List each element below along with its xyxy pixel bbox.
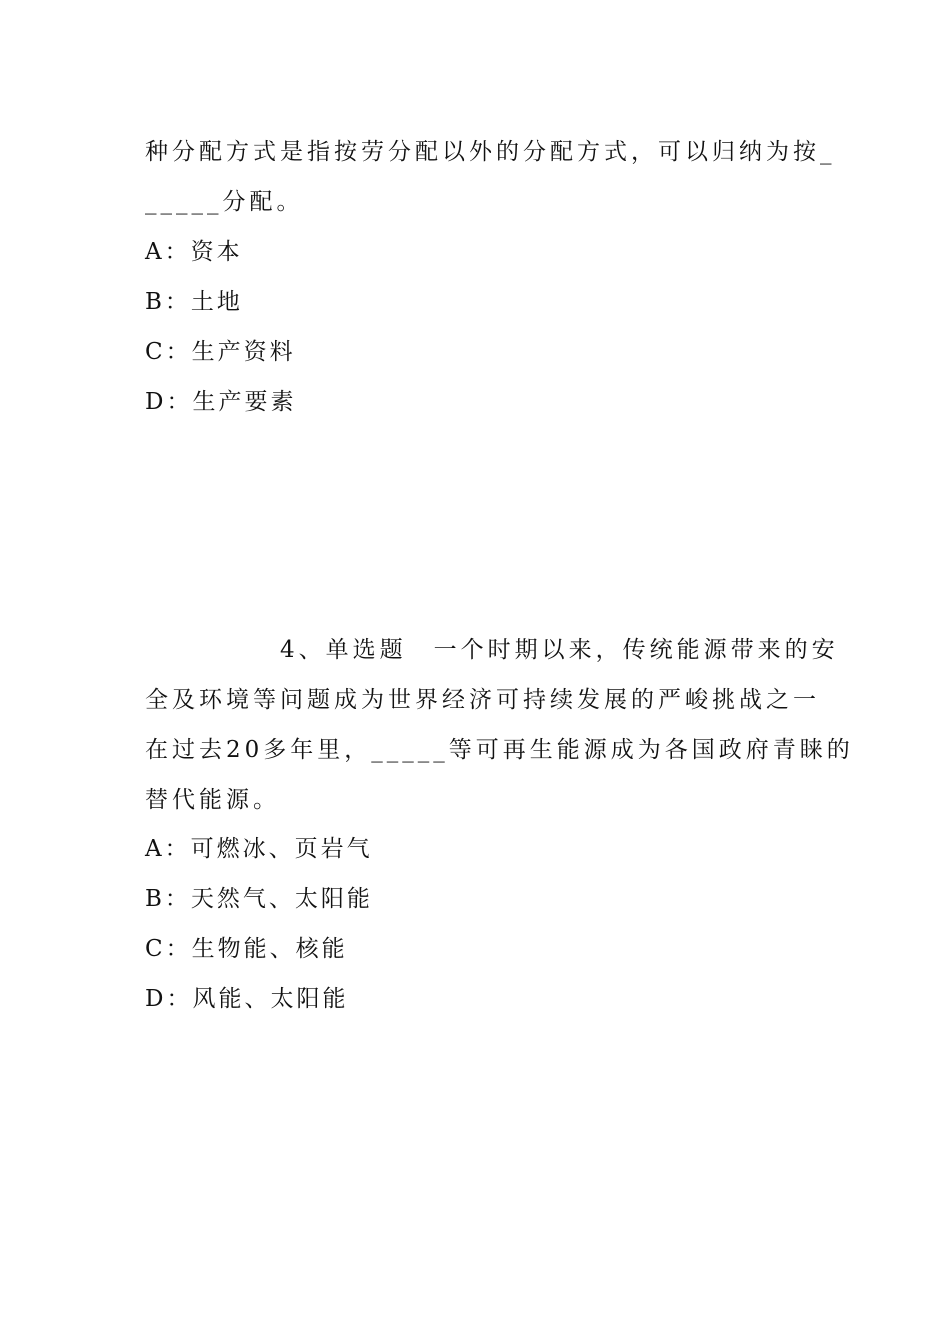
q4-stem-line-4: 替代能源。 <box>145 787 280 813</box>
option-text: 生产要素 <box>192 389 297 415</box>
q4-option-d <box>145 984 348 1014</box>
q3-stem-line-2: _____分配。 <box>145 189 304 215</box>
q3-option-a <box>145 237 243 267</box>
option-text: 资本 <box>190 239 243 265</box>
q4-option-a <box>145 834 373 864</box>
option-key: D： <box>145 389 193 415</box>
option-text: 生产资料 <box>191 339 296 365</box>
option-text: 天然气、太阳能 <box>190 886 373 912</box>
option-text: 生物能、核能 <box>191 936 348 962</box>
option-key: B： <box>145 886 191 912</box>
q4-option-b <box>145 884 373 914</box>
option-key: B： <box>145 289 191 315</box>
q3-option-b <box>145 287 243 317</box>
q4-option-c <box>145 934 348 964</box>
option-key: C： <box>145 339 192 365</box>
option-text: 土地 <box>190 289 243 315</box>
option-text: 风能、太阳能 <box>192 986 349 1012</box>
option-key: A： <box>145 836 191 862</box>
q4-stem-line-1: 4、单选题 一个时期以来，传统能源带来的安 <box>280 637 839 663</box>
q3-option-d <box>145 387 296 417</box>
option-key: D： <box>145 986 193 1012</box>
q4-stem-line-3: 在过去20多年里，_____等可再生能源成为各国政府青睐的 <box>145 737 854 763</box>
q3-stem-line-1: 种分配方式是指按劳分配以外的分配方式，可以归纳为按_ <box>145 139 836 165</box>
option-key: A： <box>145 239 191 265</box>
q3-option-c <box>145 337 296 367</box>
option-key: C： <box>145 936 192 962</box>
q4-stem-line-2: 全及环境等问题成为世界经济可持续发展的严峻挑战之一 <box>145 687 820 713</box>
option-text: 可燃冰、页岩气 <box>190 836 373 862</box>
